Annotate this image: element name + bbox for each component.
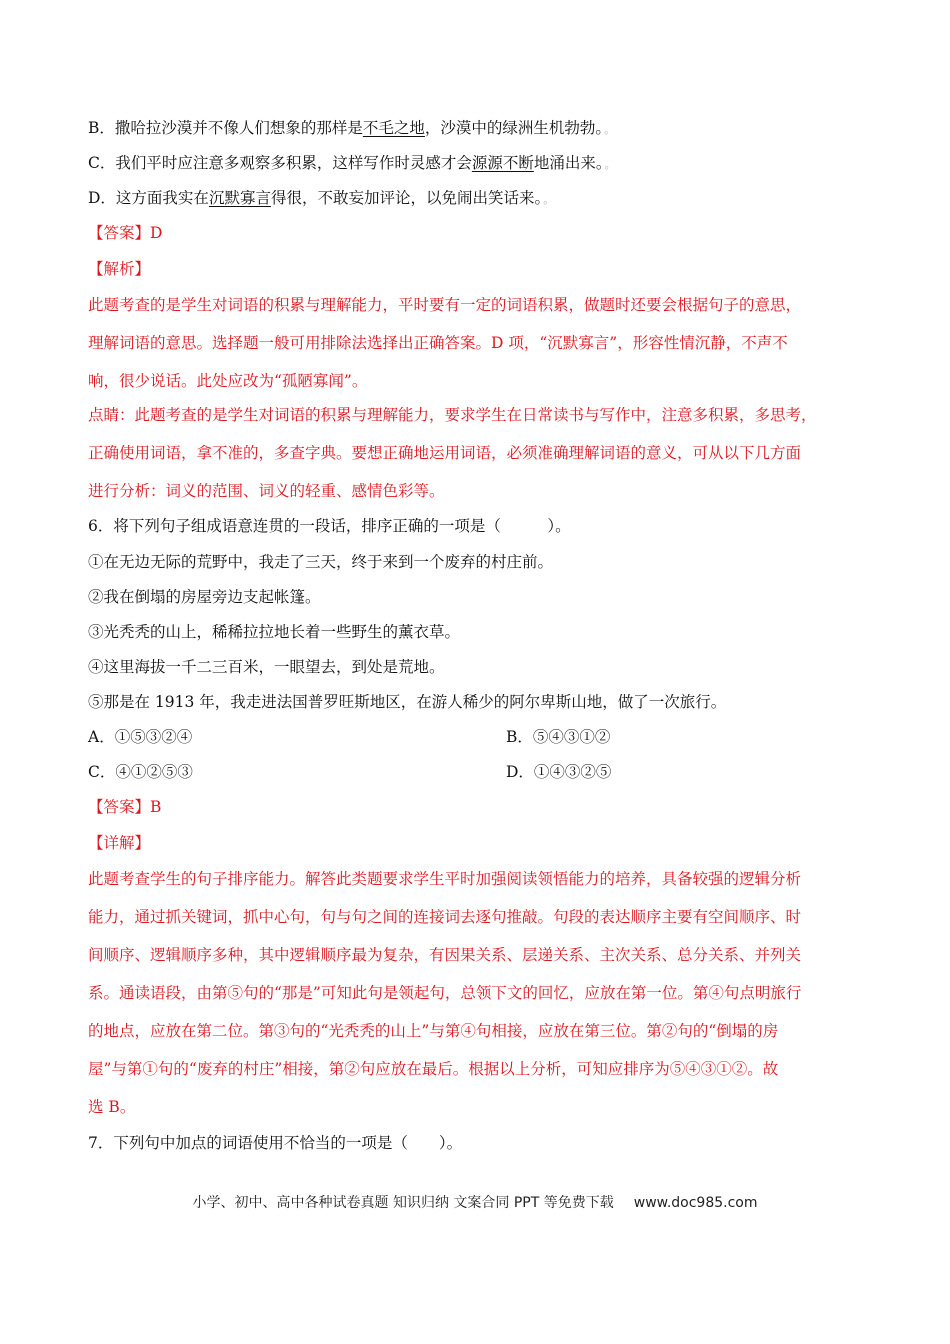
- q7-stem: 7．下列句中加点的词语使用不恰当的一项是（ ）。: [88, 1134, 463, 1152]
- underlined-term: 不毛之地: [362, 119, 425, 137]
- q5-option-b: [88, 118, 866, 140]
- q6-option-c: C．④①②⑤③: [88, 763, 193, 781]
- footer-url: www.doc985.com: [633, 1195, 758, 1211]
- q6-sentence: ④这里海拔一千二三百米，一眼望去，到处是荒地。: [88, 658, 445, 676]
- q5-option-d: [88, 188, 866, 210]
- paragraph-mark: 。: [543, 193, 555, 206]
- q6-detail-line: 的地点，应放在第二位。第③句的“光秃秃的山上”与第④句相接，应放在第三位。第②句的“倒塌的房: [88, 1022, 779, 1040]
- page-footer: [0, 1192, 950, 1212]
- q6-option-b: B．⑤④③①②: [506, 728, 611, 746]
- q6-option-d: D．①④③②⑤: [506, 763, 612, 781]
- footer-text: 小学、初中、高中各种试卷真题 知识归纳 文案合同 PPT 等免费下载: [192, 1195, 614, 1211]
- option-text: 地涌出来。: [533, 154, 604, 172]
- q6-sentence: ⑤那是在 1913 年，我走进法国普罗旺斯地区，在游人稀少的阿尔卑斯山地，做了一次旅行。: [88, 693, 727, 711]
- underlined-term: 沉默寡言: [208, 189, 271, 207]
- q6-detail-line: 间顺序、逻辑顺序多种，其中逻辑顺序最为复杂，有因果关系、层递关系、主次关系、总分关系、并列关: [88, 946, 802, 964]
- q5-analysis-line: 此题考查的是学生对词语的积累与理解能力，平时要有一定的词语积累，做题时还要会根据句子的意思，: [88, 296, 802, 314]
- q6-detail-label: 【详解】: [88, 834, 151, 852]
- q6-detail-line: 屋”与第①句的“废弃的村庄”相接，第②句应放在最后。根据以上分析，可知应排序为⑤④③①②。故: [88, 1060, 779, 1078]
- q6-answer: 【答案】B: [88, 798, 162, 816]
- option-text: D．这方面我实在: [88, 189, 209, 207]
- q5-analysis-line: 理解词语的意思。选择题一般可用排除法选择出正确答案。D 项，“沉默寡言”，形容性情沉静，不声不: [88, 334, 788, 352]
- q6-sentence: ①在无边无际的荒野中，我走了三天，终于来到一个废弃的村庄前。: [88, 553, 554, 571]
- q6-option-a: A．①⑤③②④: [88, 728, 193, 746]
- q5-analysis-line: 正确使用词语，拿不准的，多查字典。要想正确地运用词语，必须准确理解词语的意义，可从以下几方面: [88, 444, 802, 462]
- q5-analysis-line: 进行分析：词义的范围、词义的轻重、感情色彩等。: [88, 482, 445, 500]
- option-text: C．我们平时应注意多观察多积累，这样写作时灵感才会: [88, 154, 472, 172]
- underlined-term: 源源不断: [471, 154, 534, 172]
- q5-analysis-line: 点睛：此题考查的是学生对词语的积累与理解能力，要求学生在日常读书与写作中，注意多积累，多思考，: [88, 406, 817, 424]
- option-text: ，沙漠中的绿洲生机勃勃。: [424, 119, 604, 137]
- q5-option-c: [88, 153, 866, 175]
- q6-sentence: ③光秃秃的山上，稀稀拉拉地长着一些野生的薰衣草。: [88, 623, 461, 641]
- q6-stem: 6．将下列句子组成语意连贯的一段话，排序正确的一项是（ ）。: [88, 517, 571, 535]
- q6-detail-line: 系。通读语段，由第⑤句的“那是”可知此句是领起句，总领下文的回忆，应放在第一位。第④句点明旅行: [88, 984, 802, 1002]
- q6-detail-line: 选 B。: [88, 1098, 136, 1116]
- q6-detail-line: 此题考查学生的句子排序能力。解答此类题要求学生平时加强阅读领悟能力的培养，具备较强的逻辑分析: [88, 870, 802, 888]
- q6-options-row: [88, 727, 866, 747]
- paragraph-mark: 。: [604, 158, 616, 171]
- q5-analysis-line: 响，很少说话。此处应改为“孤陋寡闻”。: [88, 372, 368, 390]
- paragraph-mark: 。: [604, 123, 616, 136]
- q5-answer: 【答案】D: [88, 224, 163, 242]
- option-text: B．撒哈拉沙漠并不像人们想象的那样是: [88, 119, 363, 137]
- q6-options-row: [88, 762, 866, 782]
- q6-detail-line: 能力，通过抓关键词，抓中心句，句与句之间的连接词去逐句推敲。句段的表达顺序主要有空间顺序、时: [88, 908, 802, 926]
- option-text: 得很，不敢妄加评论，以免闹出笑话来。: [270, 189, 543, 207]
- q5-analysis-label: 【解析】: [88, 260, 151, 278]
- q6-sentence: ②我在倒塌的房屋旁边支起帐篷。: [88, 588, 321, 606]
